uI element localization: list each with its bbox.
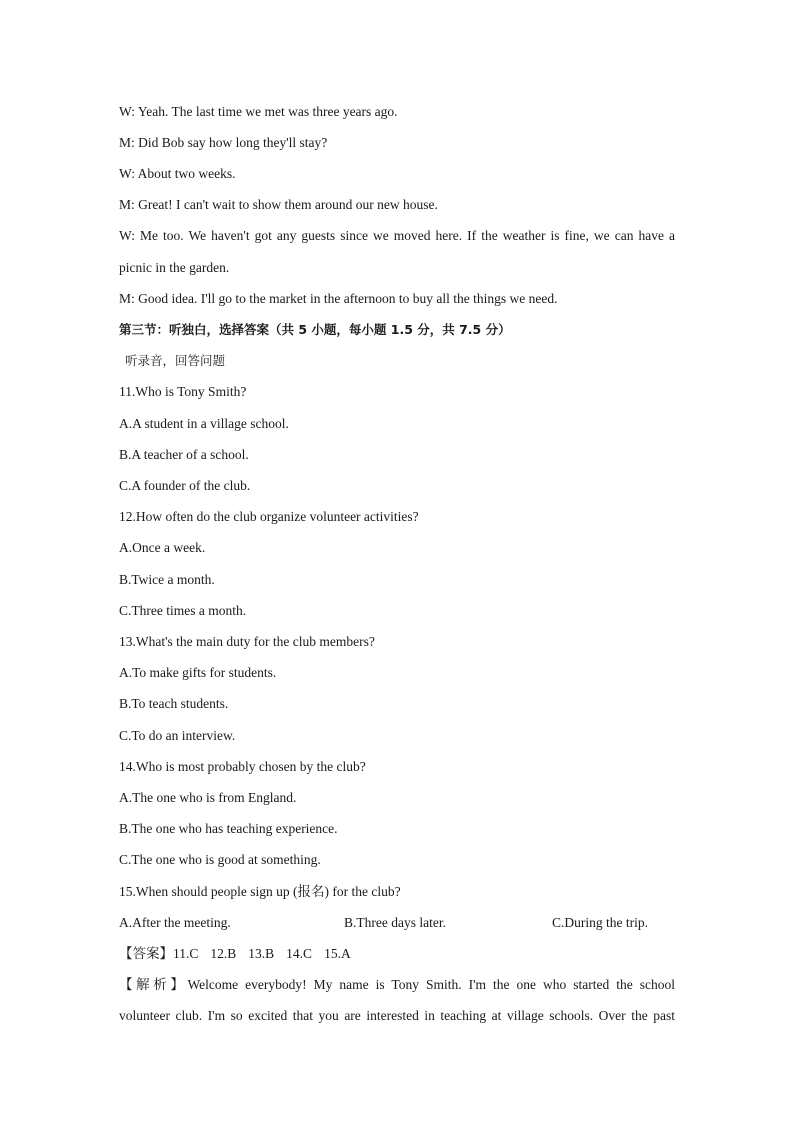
analysis-text: Welcome everybody! My name is Tony Smith. I'm the one who started the school <box>187 977 676 992</box>
option-b: B.The one who has teaching experience. <box>119 821 338 836</box>
option-c: C.To do an interview. <box>119 728 236 743</box>
option-b: B.Twice a month. <box>119 572 215 587</box>
dialogue-line: W: About two weeks. <box>119 166 236 181</box>
option-c: C.During the trip. <box>552 915 648 930</box>
dialogue-line: W: Yeah. The last time we met was three years ago. <box>119 104 398 119</box>
option-b: B.A teacher of a school. <box>119 447 249 462</box>
analysis-label: 【解析】 <box>119 977 188 992</box>
dialogue-line: M: Did Bob say how long they'll stay? <box>119 135 328 150</box>
option-a: A.The one who is from England. <box>119 790 297 805</box>
option-a: A.After the meeting. <box>119 915 231 930</box>
option-a: A.A student in a village school. <box>119 416 289 431</box>
dialogue-line: W: Me too. We haven't got any guests since we moved here. If the weather is fine, we can have a <box>119 228 675 243</box>
question-text: 13.What's the main duty for the club members? <box>119 634 375 649</box>
question-text: 15.When should people sign up (报名) for the club? <box>119 884 401 899</box>
answer-item: 11.C <box>173 946 199 961</box>
question-text: 14.Who is most probably chosen by the club? <box>119 759 366 774</box>
answer-item: 12.B <box>210 946 237 961</box>
analysis-line: volunteer club. I'm so excited that you are interested in teaching at village schools. Over the past <box>119 1008 675 1023</box>
answer-item: 15.A <box>324 946 351 961</box>
answer-label: 【答案】 <box>119 946 173 961</box>
option-c: C.The one who is good at something. <box>119 852 321 867</box>
answer-item: 14.C <box>286 946 313 961</box>
option-c: C.A founder of the club. <box>119 478 251 493</box>
option-a: A.To make gifts for students. <box>119 665 277 680</box>
question-text: 12.How often do the club organize volunteer activities? <box>119 509 419 524</box>
answer-item: 13.B <box>248 946 275 961</box>
answer-key <box>119 945 675 963</box>
option-a: A.Once a week. <box>119 540 206 555</box>
option-b: B.Three days later. <box>344 915 446 930</box>
option-b: B.To teach students. <box>119 696 229 711</box>
section-instruction: 听录音，回答问题 <box>125 353 226 368</box>
dialogue-line: M: Good idea. I'll go to the market in the afternoon to buy all the things we need. <box>119 291 558 306</box>
question-text: 11.Who is Tony Smith? <box>119 384 247 399</box>
dialogue-line: picnic in the garden. <box>119 260 230 275</box>
section-heading: 第三节：听独白，选择答案（共 5 小题，每小题 1.5 分，共 7.5 分） <box>119 322 511 337</box>
dialogue-line: M: Great! I can't wait to show them around our new house. <box>119 197 438 212</box>
option-c: C.Three times a month. <box>119 603 247 618</box>
analysis-line <box>119 976 675 994</box>
